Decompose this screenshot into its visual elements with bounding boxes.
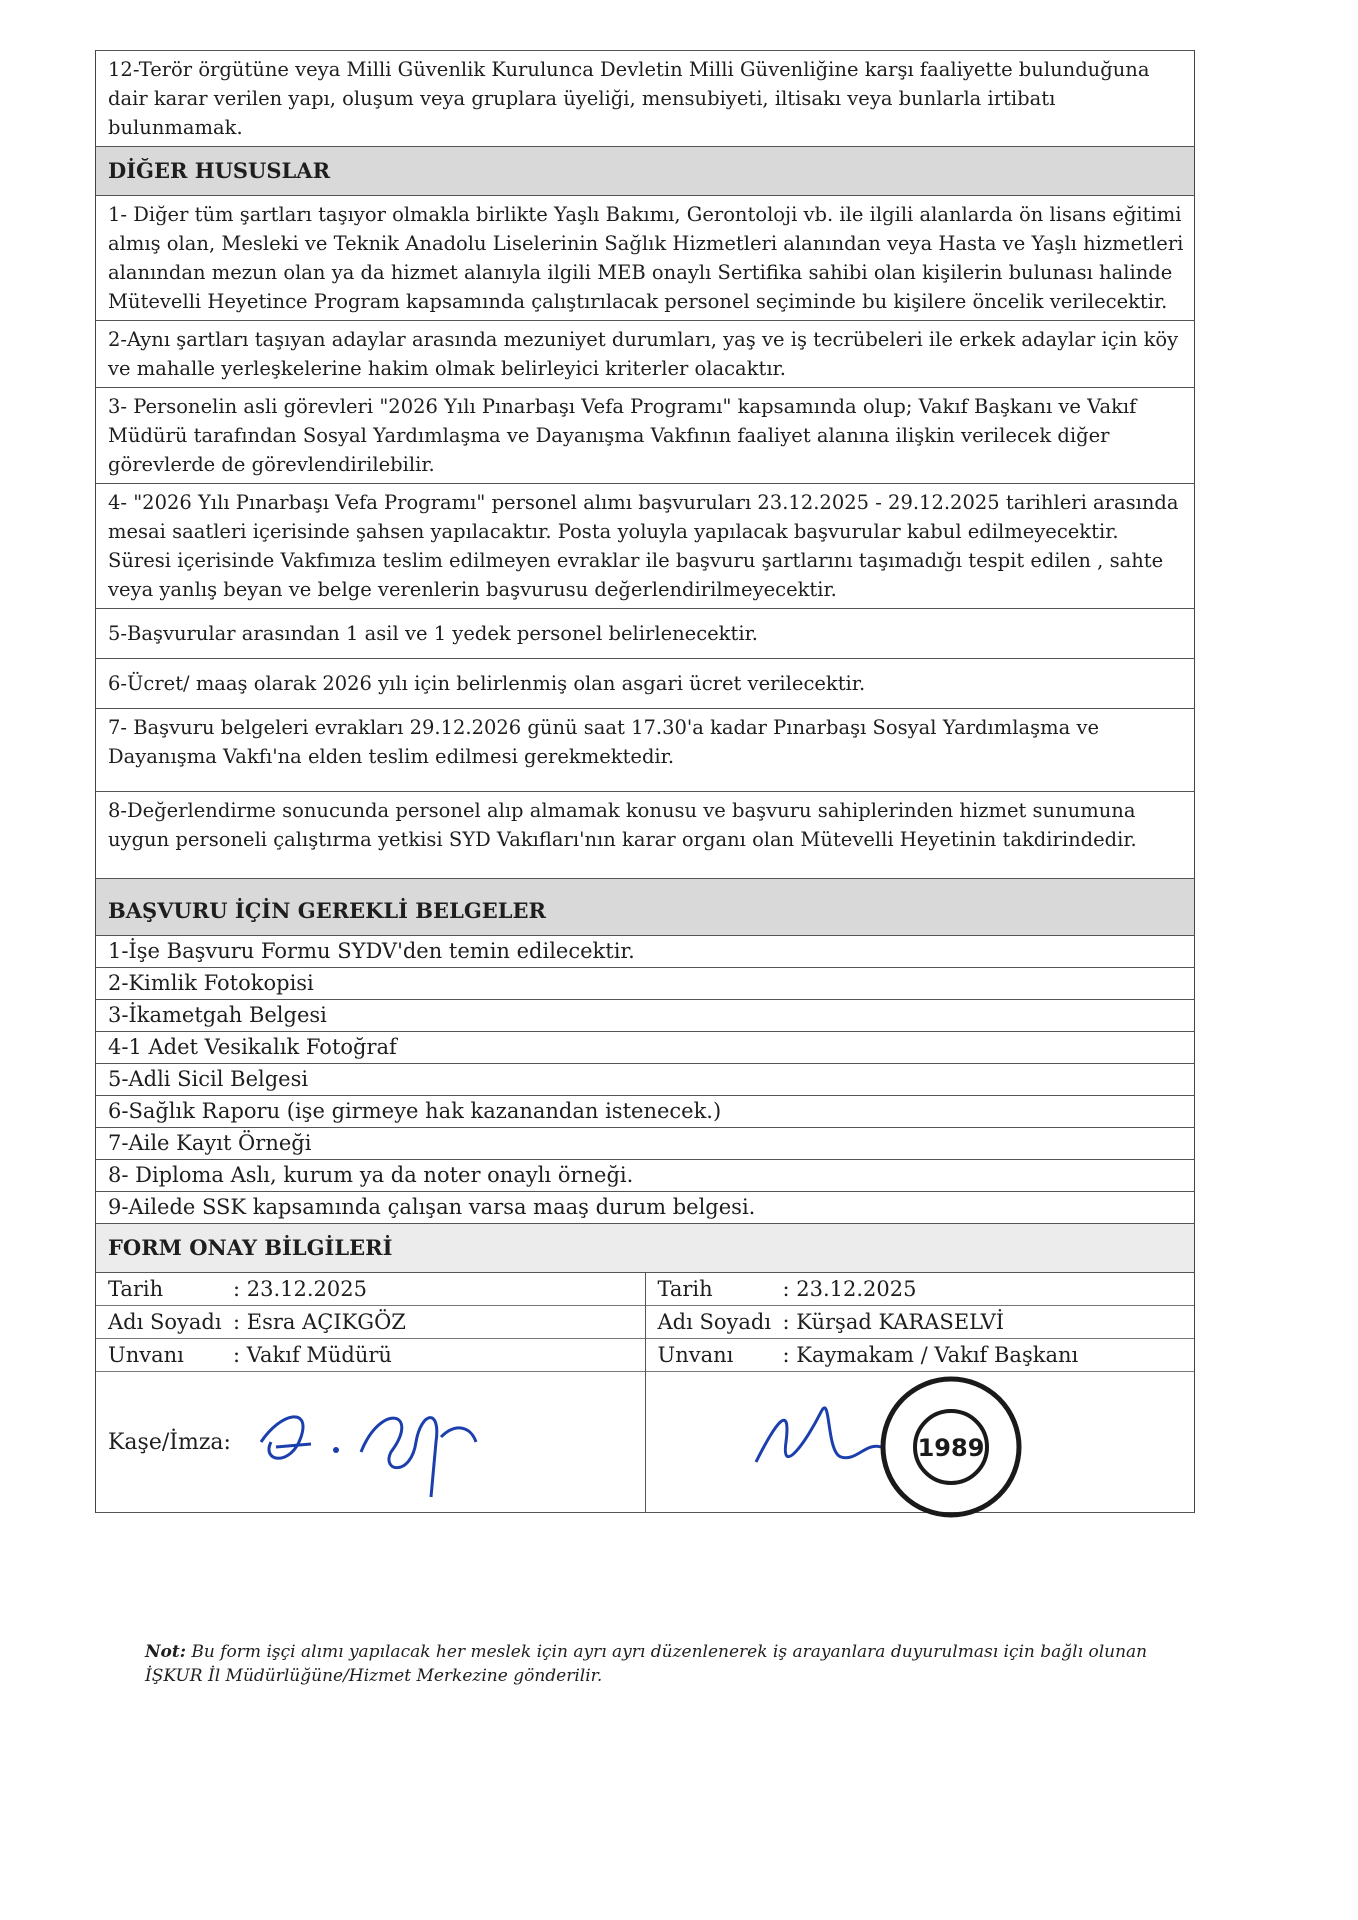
right-name-label: Adı Soyadı	[657, 1310, 772, 1334]
section-title-documents: BAŞVURU İÇİN GEREKLİ BELGELER	[95, 879, 1195, 936]
doc-item-2: 2-Kimlik Fotokopisi	[95, 968, 1195, 1000]
note-label: Not:	[145, 1642, 187, 1662]
right-name-row	[646, 1306, 1195, 1339]
right-date-label: Tarih	[657, 1277, 713, 1301]
left-signature-area	[96, 1372, 645, 1512]
doc-item-6: 6-Sağlık Raporu (işe girmeye hak kazanandan istenecek.)	[95, 1096, 1195, 1128]
right-date-value: : 23.12.2025	[782, 1277, 917, 1301]
doc-item-1: 1-İşe Başvuru Formu SYDV'den temin edilecektir.	[95, 936, 1195, 968]
other-item-5: 5-Başvurular arasından 1 asil ve 1 yedek personel belirlenecektir.	[95, 609, 1195, 659]
left-title-row	[96, 1339, 645, 1372]
right-title-label: Unvanı	[657, 1343, 734, 1367]
right-title-row	[646, 1339, 1195, 1372]
doc-item-7: 7-Aile Kayıt Örneği	[95, 1128, 1195, 1160]
left-title-value: : Vakıf Müdürü	[233, 1343, 392, 1367]
other-item-7: 7- Başvuru belgeleri evrakları 29.12.2026 günü saat 17.30'a kadar Pınarbaşı Sosyal Yardımlaşma ve Dayanışma Vakfı'na elden teslim edilmesi gerekmektedir.	[95, 709, 1195, 792]
other-item-8: 8-Değerlendirme sonucunda personel alıp almamak konusu ve başvuru sahiplerinden hizmet sunumuna uygun personeli çalıştırma yetkisi SYD Vakıfları'nın karar organı olan Mütevelli Heyetinin takdirindedir.	[95, 792, 1195, 879]
criteria-item-12: 12-Terör örgütüne veya Milli Güvenlik Kurulunca Devletin Milli Güvenliğine karşı faaliyette bulunduğuna dair karar verilen yapı, oluşum veya gruplara üyeliği, mensubiyeti, iltisakı veya bunlarla irtibatı bulunmamak.	[95, 50, 1195, 147]
right-title-value: : Kaymakam / Vakıf Başkanı	[782, 1343, 1079, 1367]
doc-item-9: 9-Ailede SSK kapsamında çalışan varsa maaş durum belgesi.	[95, 1192, 1195, 1224]
other-item-2: 2-Aynı şartları taşıyan adaylar arasında mezuniyet durumları, yaş ve iş tecrübeleri ile erkek adaylar için köy ve mahalle yerleşkelerine hakim olmak belirleyici kriterler olacaktır.	[95, 321, 1195, 388]
left-date-row	[96, 1273, 645, 1306]
right-signature-area	[646, 1372, 1195, 1512]
stamp-year: 1989	[917, 1434, 984, 1462]
left-title-label: Unvanı	[108, 1343, 184, 1367]
other-item-3: 3- Personelin asli görevleri "2026 Yılı Pınarbaşı Vefa Programı" kapsamında olup; Vakıf Başkanı ve Vakıf Müdürü tarafından Sosyal Yardımlaşma ve Dayanışma Vakfının faaliyet alanına ilişkin verilecek diğer görevlerde de görevlendirilebilir.	[95, 388, 1195, 484]
form-document	[95, 50, 1195, 1513]
other-item-6: 6-Ücret/ maaş olarak 2026 yılı için belirlenmiş olan asgari ücret verilecektir.	[95, 659, 1195, 709]
other-item-1: 1- Diğer tüm şartları taşıyor olmakla birlikte Yaşlı Bakımı, Gerontoloji vb. ile ilgili alanlarda ön lisans eğitimi almış olan, Mesleki ve Teknik Anadolu Liselerinin Sağlık Hizmetleri alanından veya Hasta ve Yaşlı hizmetleri alanından mezun olan ya da hizmet alanıyla ilgili MEB onaylı Sertifika sahibi olan kişilerin bulunası halinde Mütevelli Heyetince Program kapsamında çalıştırılacak personel seçiminde bu kişilere öncelik verilecektir.	[95, 196, 1195, 321]
approval-block	[95, 1273, 1195, 1513]
section-title-other: DİĞER HUSUSLAR	[95, 147, 1195, 196]
signature-label: Kaşe/İmza:	[108, 1430, 231, 1455]
right-name-value: : Kürşad KARASELVİ	[782, 1310, 1005, 1334]
approval-right	[646, 1273, 1195, 1512]
left-name-label: Adı Soyadı	[108, 1310, 222, 1334]
left-name-row	[96, 1306, 645, 1339]
note-text: Bu form işçi alımı yapılacak her meslek için ayrı ayrı düzenlenerek iş arayanlara duyurulması için bağlı olunan İŞKUR İl Müdürlüğüne/Hizmet Merkezine gönderilir.	[145, 1642, 1148, 1686]
section-title-approval: FORM ONAY BİLGİLERİ	[95, 1224, 1195, 1273]
doc-item-3: 3-İkametgah Belgesi	[95, 1000, 1195, 1032]
approval-left	[96, 1273, 646, 1512]
signature-left-icon	[241, 1382, 501, 1502]
doc-item-5: 5-Adli Sicil Belgesi	[95, 1064, 1195, 1096]
right-date-row	[646, 1273, 1195, 1306]
official-stamp-icon	[851, 1372, 1051, 1522]
doc-item-8: 8- Diploma Aslı, kurum ya da noter onaylı örneği.	[95, 1160, 1195, 1192]
left-name-value: : Esra AÇIKGÖZ	[233, 1310, 406, 1334]
left-date-value: : 23.12.2025	[233, 1277, 367, 1301]
footnote	[145, 1640, 1195, 1688]
doc-item-4: 4-1 Adet Vesikalık Fotoğraf	[95, 1032, 1195, 1064]
left-date-label: Tarih	[108, 1277, 164, 1301]
other-item-4: 4- "2026 Yılı Pınarbaşı Vefa Programı" personel alımı başvuruları 23.12.2025 - 29.12.2025 tarihleri arasında mesai saatleri içerisinde şahsen yapılacaktır. Posta yoluyla yapılacak başvurular kabul edilmeyecektir. Süresi içerisinde Vakfımıza teslim edilmeyen evraklar ile başvuru şartlarını taşımadığı tespit edilen , sahte veya yanlış beyan ve belge verenlerin başvurusu değerlendirilmeyecektir.	[95, 484, 1195, 609]
